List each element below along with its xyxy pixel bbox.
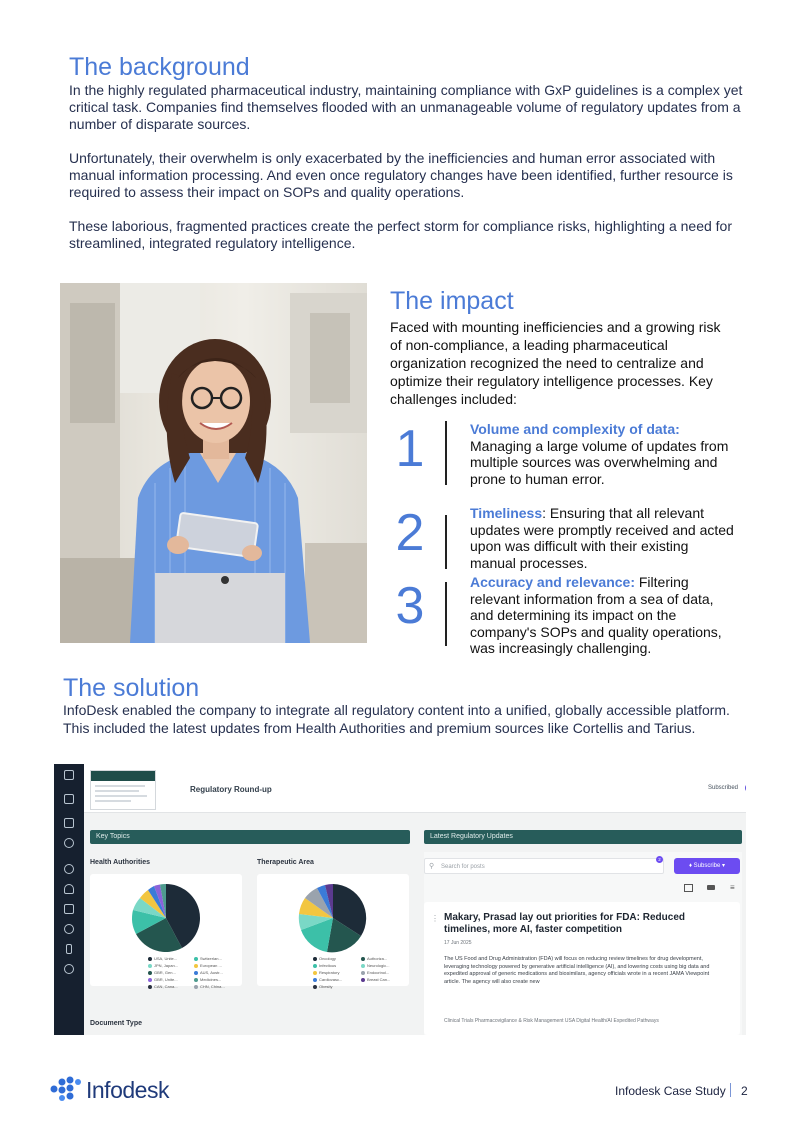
latest-updates-band: Latest Regulatory Updates: [424, 830, 742, 844]
view-icon[interactable]: [707, 885, 715, 890]
background-text: [69, 82, 749, 269]
subscribed-toggle[interactable]: [745, 783, 746, 793]
background-paragraph-3: These laborious, fragmented practices create the perfect storm for compliance risks, highlighting a need for streamlined, integrated regulatory intelligence.: [69, 218, 732, 251]
user-icon[interactable]: [66, 944, 72, 954]
footer-label: Infodesk Case Study: [615, 1084, 726, 1098]
post-date: 17 Jun 2025: [444, 940, 472, 946]
challenge-3: [390, 574, 735, 656]
legend-item: CAN, Cana...: [148, 984, 178, 989]
therapeutic-area-card: [257, 874, 409, 989]
legend-item: Cardiovasc...: [313, 977, 342, 982]
key-topics-band: Key Topics: [90, 830, 410, 844]
updates-feed: [424, 852, 742, 1035]
legend-item: Medicines...: [194, 977, 221, 982]
challenge-1: [390, 421, 735, 503]
solution-text: InfoDesk enabled the company to integrate all regulatory content into a unified, globally accessible platform. This included the latest updates from Health Authorities and premium sources like Cortellis and Tarius.: [63, 702, 730, 736]
impact-heading: The impact: [390, 287, 514, 315]
challenge-heading: Timeliness: [470, 505, 543, 521]
search-icon[interactable]: [64, 924, 74, 934]
background-paragraph-2: Unfortunately, their overwhelm is only exacerbated by the inefficiencies and human error associated with manual information processing. And even once regulatory changes have been identified, further resource is required to assess their impact on SOPs and quality operations.: [69, 150, 733, 200]
page-number: 2: [741, 1084, 748, 1098]
search-input[interactable]: Search for posts: [424, 858, 664, 874]
chat-icon[interactable]: [64, 838, 74, 848]
legend-item: JPN, Japan...: [148, 963, 178, 968]
legend-item: USA, Unite...: [148, 956, 177, 961]
solution-heading: The solution: [63, 674, 200, 702]
legend-item: Infectious: [313, 963, 336, 968]
legend-item: Obesity: [313, 984, 333, 989]
search-icon: ⚲: [429, 863, 435, 870]
gear-icon[interactable]: [64, 964, 74, 974]
health-authorities-pie: [90, 874, 242, 954]
challenge-text: [470, 574, 735, 657]
challenge-heading: Accuracy and relevance:: [470, 574, 635, 590]
divider: [445, 515, 447, 569]
health-authorities-label: Health Authorities: [90, 859, 151, 866]
app-screenshot: [54, 764, 746, 1035]
infodesk-logo-icon: [50, 1075, 84, 1103]
legend-item: CHN, China...: [194, 984, 225, 989]
therapeutic-area-label: Therapeutic Area: [257, 859, 314, 866]
sort-icon[interactable]: ≡: [730, 883, 735, 892]
post-card[interactable]: [424, 902, 740, 1035]
app-header: [84, 764, 746, 813]
legend-item: Breast Can...: [361, 977, 390, 982]
legend-item: Switzerlan...: [194, 956, 222, 961]
notification-badge: 2: [656, 856, 663, 863]
legend-item: GBR, Gen...: [148, 970, 176, 975]
legend-item: Neurologic...: [361, 963, 389, 968]
challenge-2: [390, 505, 735, 571]
globe-icon[interactable]: [64, 864, 74, 874]
legend-item: AUS, Austr...: [194, 970, 223, 975]
icon-rail: [54, 764, 84, 1035]
challenge-description: : Ensuring that all relevant updates were promptly received and acted upon was difficult with their existing manual processes.: [470, 505, 734, 571]
document-type-label: Document Type: [90, 1020, 142, 1027]
calendar-icon[interactable]: [64, 904, 74, 914]
challenge-text: [470, 505, 735, 571]
brand-name: Infodesk: [86, 1077, 169, 1103]
woman-with-tablet-photo: [60, 283, 367, 643]
legend-item: European ...: [194, 963, 222, 968]
legend-item: Oncology: [313, 956, 336, 961]
photo-illustration: [60, 283, 367, 643]
legend-item: Endocrinol...: [361, 970, 389, 975]
challenge-description: Filtering relevant information from a sea of data, and determining its impact on the company's SOPs and quality operations, was increasingly challenging.: [470, 574, 722, 656]
page-thumbnail: [90, 770, 156, 810]
document-icon[interactable]: [64, 818, 74, 828]
challenge-heading: Volume and complexity of data:: [470, 421, 680, 437]
legend-item: GBR, Unite...: [148, 977, 178, 982]
post-body: The US Food and Drug Administration (FDA) will focus on reducing review timelines for drug development, leveraging technology powered by generative artificial intelligence (AI), and lowering costs using big data and expedited approval of generic medications and biosimilars, agency officials wrote in a recent JAMA Viewpoint article. The agency will also create new: [444, 956, 710, 985]
challenge-text: [470, 421, 735, 487]
post-title[interactable]: Makary, Prasad lay out priorities for FDA: Reduced timelines, more AI, faster competition: [444, 912, 685, 935]
challenge-description: Managing a large volume of updates from multiple sources was overwhelming and prone to human error.: [470, 437, 729, 487]
divider: [445, 421, 447, 485]
bell-icon[interactable]: [64, 884, 74, 894]
health-authorities-card: [90, 874, 242, 989]
background-paragraph-1: In the highly regulated pharmaceutical industry, maintaining compliance with GxP guidelines is a complex yet critical task. Companies find themselves flooded with an unmanageable volume of regulatory updates from a number of disparate sources.: [69, 82, 743, 132]
therapeutic-area-pie: [257, 874, 409, 954]
drag-handle-icon[interactable]: ⋮: [431, 914, 439, 923]
subscribed-label: Subscribed: [708, 785, 739, 791]
background-heading: The background: [69, 53, 250, 81]
legend-item: Respiratory: [313, 970, 339, 975]
calendar-icon[interactable]: [684, 884, 693, 892]
footer-divider: [730, 1083, 731, 1097]
divider: [445, 582, 447, 646]
mail-icon[interactable]: [64, 794, 74, 804]
challenge-number: 1: [395, 420, 425, 478]
impact-intro: Faced with mounting inefficiencies and a growing risk of non-compliance, a leading pharmaceutical organization recognized the need to centralize and optimize their regulatory intelligence processes. Key challenges included:: [390, 319, 721, 407]
legend-item: Authoriza...: [361, 956, 387, 961]
challenge-number: 2: [395, 504, 425, 562]
bell-icon: ♦: [688, 863, 694, 869]
post-tags: Clinical Trials Pharmacovigilance & Risk Management USA Digital Health/AI Expedited Pathways: [444, 1018, 659, 1024]
challenge-number: 3: [395, 577, 425, 635]
subscribe-button[interactable]: ♦ Subscribe ▾: [674, 858, 740, 874]
apps-icon[interactable]: [64, 770, 74, 780]
page-title: Regulatory Round-up: [190, 785, 272, 794]
